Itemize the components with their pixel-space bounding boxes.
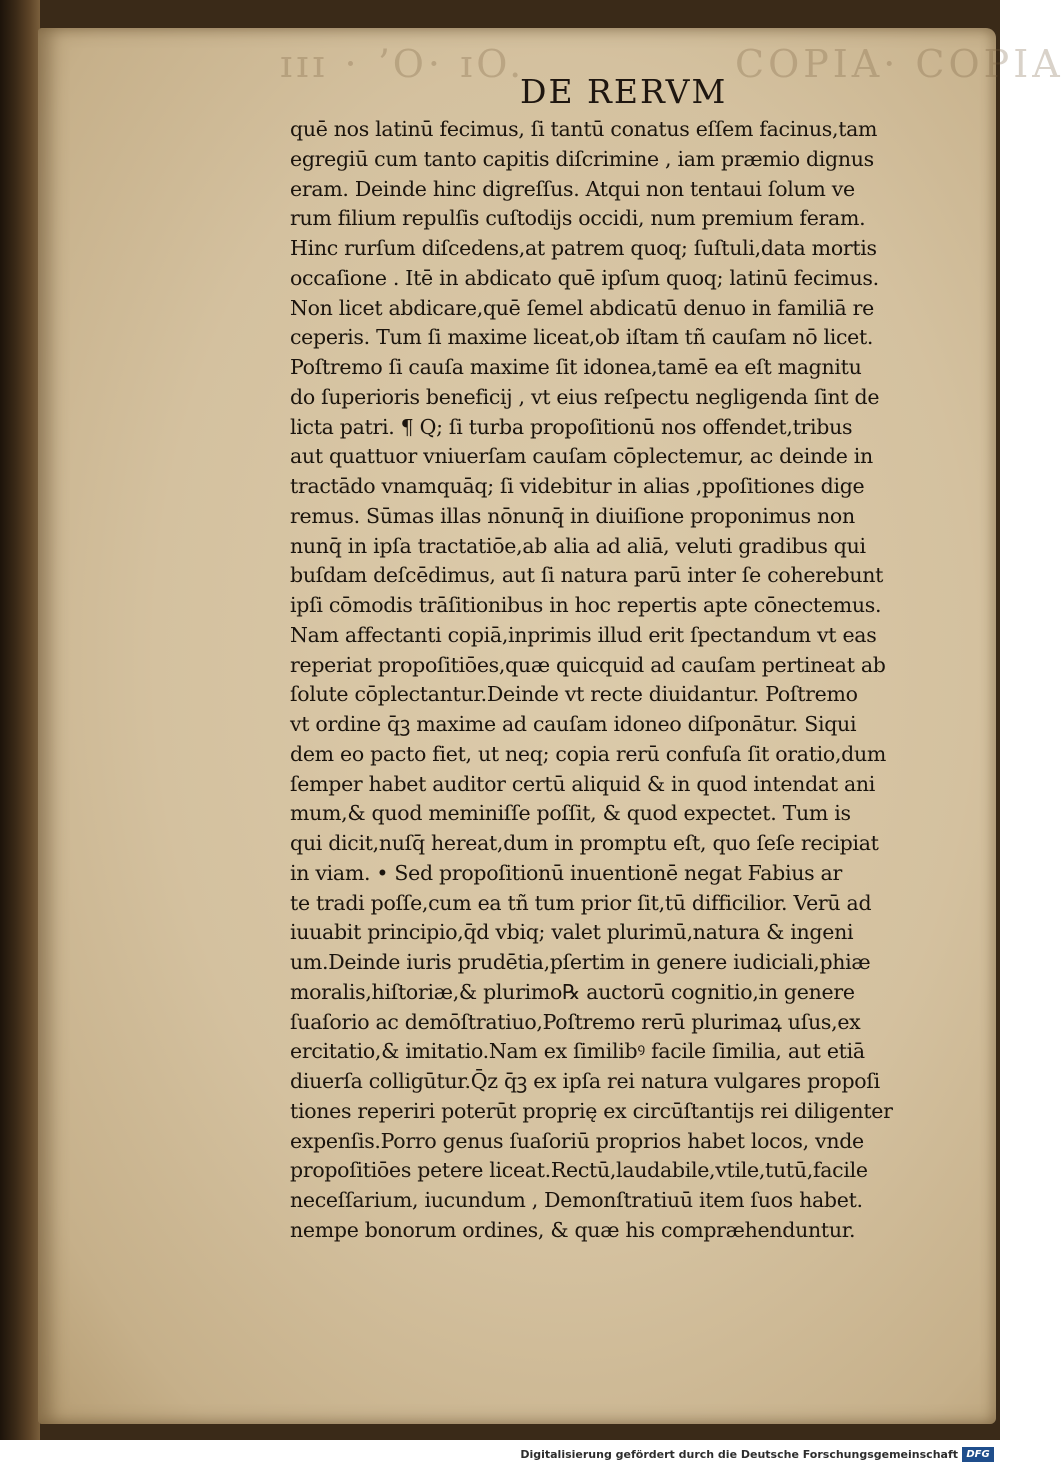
text-line: qui dicit,nuſq̄ hereat,dum in promptu eſt, quo ſeſe recipiat: [290, 831, 879, 855]
text-line: in viam. • Sed propoſitionū inuentionē negat Fabius ar: [290, 860, 842, 885]
text-line: vt ordine q̄ꝫ maxime ad cauſam idoneo diſponātur. Siqui: [290, 712, 857, 736]
text-line: um.Deinde iuris prudētia,pſertim in genere iudiciali,phiæ: [290, 950, 871, 974]
show-through-text-left: ɪɪɪ · ʼO· ɪO.: [280, 42, 526, 86]
funding-note: Digitalisierung gefördert durch die Deutsche Forschungsgemeinschaft: [520, 1448, 958, 1461]
text-line: dem eo pacto fiet, ut neq; copia rerū confuſa ſit oratio,dum: [290, 741, 887, 766]
text-line: te tradi poſſe,cum ea tñ tum prior ſit,tū difficilior. Verū ad: [290, 890, 872, 915]
text-line: ſuaſorio ac demōſtratiuo,Poſtremo rerū plurimaꝝ uſus,ex: [290, 1009, 861, 1034]
text-line: ipſi cōmodis trāſitionibus in hoc repertis apte cōnectemus.: [290, 593, 882, 617]
text-line: licta patri. ¶ Q; ſi turba propoſitionū nos offendet,tribus: [290, 414, 853, 439]
text-line: ſemper habet auditor certū aliquid & in quod intendat ani: [290, 771, 876, 796]
text-line: occaſione . Itē in abdicato quē ipſum quoq; latinū fecimus.: [290, 265, 879, 290]
text-line: ceperis. Tum ſi maxime liceat,ob iſtam tñ cauſam nō licet.: [290, 325, 874, 350]
text-line: tiones reperiri poterūt proprię ex circūſtantijs rei diligenter: [290, 1098, 893, 1123]
running-header: DE RERVM: [520, 72, 728, 111]
text-line: mum,& quod meminiſſe poſſit, & quod expectet. Tum is: [290, 801, 851, 826]
text-line: quē nos latinū fecimus, ſi tantū conatus eſſem facinus,tam: [290, 117, 878, 141]
text-line: aut quattuor vniuerſam cauſam cōplectemur, ac deinde in: [290, 444, 873, 469]
footer-bar: [0, 1440, 1000, 1470]
text-line: expenſis.Porro genus ſuaſoriū proprios habet locos, vnde: [290, 1128, 864, 1153]
text-line: Nam affectanti copiā,inprimis illud erit ſpectandum vt eas: [290, 622, 877, 647]
text-line: iuuabit principio,q̄d vbiq; valet plurimū,natura & ingeni: [290, 920, 854, 945]
text-line: diuerſa colligūtur.Q̄z q̄ꝫ ex ipſa rei natura vulgares propoſi: [290, 1069, 880, 1093]
text-line: reperiat propoſitiōes,quæ quicquid ad cauſam pertineat ab: [290, 652, 886, 677]
book-spine: [0, 0, 40, 1440]
text-line: do ſuperioris beneficij , vt eius reſpectu negligenda ſint de: [290, 384, 880, 409]
text-line: moralis,hiſtoriæ,& plurimo℞ auctorū cognitio,in genere: [290, 979, 855, 1004]
text-line: tractādo vnamquāq; ſi videbitur in alias ,ppoſitiones dige: [290, 474, 865, 498]
text-line: Poſtremo ſi cauſa maxime ſit idonea,tamē ea eſt magnitu: [290, 355, 862, 379]
text-line: ercitatio,& imitatio.Nam ex ſimilibꝰ facile ſimilia, aut etiā: [290, 1039, 865, 1064]
text-line: remus. Sūmas illas nōnunq̄ in diuiſione proponimus non: [290, 503, 855, 528]
dfg-logo: DFG: [962, 1447, 994, 1462]
text-line: Hinc rurſum diſcedens,at patrem quoq; ſuſtuli,data mortis: [290, 236, 877, 260]
text-line: ſolute cōplectantur.Deinde vt recte diuidantur. Poſtremo: [290, 682, 858, 707]
text-line: Non licet abdicare,quē ſemel abdicatū denuo in familiā re: [290, 295, 874, 320]
page-body-text: [290, 115, 940, 1246]
text-line: eram. Deinde hinc digreſſus. Atqui non tentaui ſolum ve: [290, 176, 855, 201]
text-line: nempe bonorum ordines, & quæ his compræhenduntur.: [290, 1217, 856, 1242]
text-line: propoſitiōes petere liceat.Rectū,laudabile,vtile,tutū,facile: [290, 1158, 868, 1183]
show-through-text-right: COPIA· COPIA: [735, 42, 1064, 86]
text-line: egregiū cum tanto capitis diſcrimine , iam præmio dignus: [290, 146, 874, 171]
text-line: rum filium repulſis cuſtodijs occidi, num premium feram.: [290, 206, 866, 231]
text-line: neceſſarium, iucundum , Demonſtratiuū item ſuos habet.: [290, 1188, 863, 1212]
text-line: nunq̄ in ipſa tractatiōe,ab alia ad aliā, veluti gradibus qui: [290, 533, 866, 558]
text-line: buſdam deſcēdimus, aut ſi natura parū inter ſe coherebunt: [290, 563, 884, 588]
